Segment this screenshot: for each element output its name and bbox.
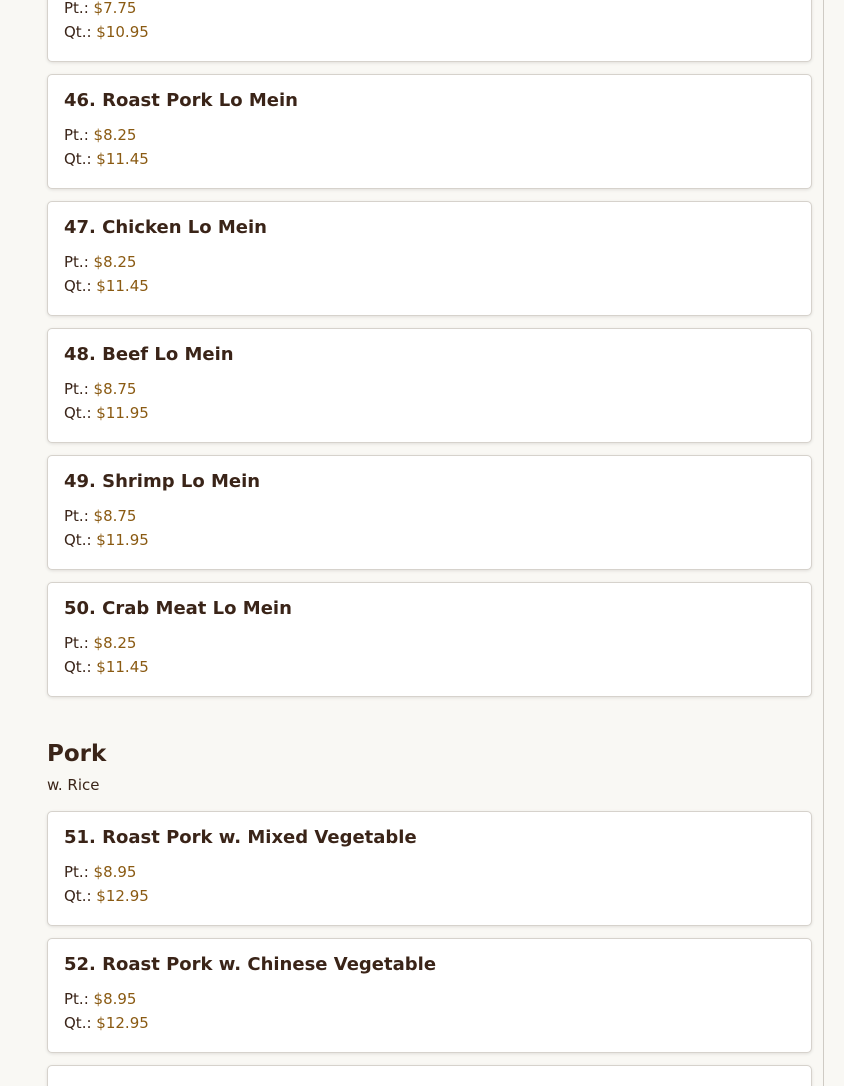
section-title: Pork [47,741,107,767]
pork-section-header [47,739,812,795]
quart-label: Qt.: [64,531,92,549]
menu-item-card[interactable] [47,938,812,1053]
quart-price-line [64,274,795,298]
pint-label: Pt.: [64,126,89,144]
pint-label: Pt.: [64,863,89,881]
pint-price: $7.75 [93,0,137,17]
pint-price: $8.75 [93,507,137,525]
quart-price-line [64,20,795,44]
pint-label: Pt.: [64,380,89,398]
pint-price-line [64,631,795,655]
quart-price-line [64,401,795,425]
quart-price-line [64,1011,795,1035]
menu-item-title: 48. Beef Lo Mein [64,344,234,365]
quart-price: $11.45 [96,658,149,676]
quart-price: $12.95 [96,887,149,905]
menu-item-title: 50. Crab Meat Lo Mein [64,598,292,619]
menu-item-title: 51. Roast Pork w. Mixed Vegetable [64,827,417,848]
menu-item-title: 52. Roast Pork w. Chinese Vegetable [64,954,437,975]
pint-price: $8.25 [93,126,137,144]
menu-item-card[interactable] [47,201,812,316]
quart-label: Qt.: [64,404,92,422]
pint-price-line [64,0,795,20]
quart-label: Qt.: [64,887,92,905]
pint-price: $8.25 [93,253,137,271]
pint-label: Pt.: [64,507,89,525]
menu-item-card[interactable] [47,0,812,62]
pint-price: $8.25 [93,634,137,652]
quart-price: $10.95 [96,23,149,41]
quart-price: $11.95 [96,531,149,549]
pint-price: $8.95 [93,990,137,1008]
quart-price: $11.45 [96,277,149,295]
quart-price-line [64,884,795,908]
pint-price-line [64,987,795,1011]
pint-price-line [64,377,795,401]
menu-item-title: 46. Roast Pork Lo Mein [64,90,298,111]
quart-price: $11.45 [96,150,149,168]
quart-price-line [64,655,795,679]
menu-item-card[interactable] [47,582,812,697]
menu-content [47,0,812,1086]
pint-price-line [64,860,795,884]
pint-price: $8.95 [93,863,137,881]
quart-price-line [64,147,795,171]
pint-label: Pt.: [64,0,89,17]
pint-price: $8.75 [93,380,137,398]
quart-price-line [64,528,795,552]
menu-item-card[interactable] [47,1065,812,1086]
pint-price-line [64,123,795,147]
quart-label: Qt.: [64,658,92,676]
menu-item-title: 49. Shrimp Lo Mein [64,471,261,492]
pint-label: Pt.: [64,990,89,1008]
menu-item-card[interactable] [47,74,812,189]
pint-price-line [64,504,795,528]
pint-price-line [64,250,795,274]
pint-label: Pt.: [64,634,89,652]
quart-label: Qt.: [64,277,92,295]
quart-price: $12.95 [96,1014,149,1032]
menu-item-card[interactable] [47,328,812,443]
menu-item-title: 47. Chicken Lo Mein [64,217,268,238]
quart-label: Qt.: [64,150,92,168]
pint-label: Pt.: [64,253,89,271]
section-subtitle: w. Rice [47,776,100,794]
menu-item-card[interactable] [47,455,812,570]
quart-label: Qt.: [64,1014,92,1032]
quart-label: Qt.: [64,23,92,41]
quart-price: $11.95 [96,404,149,422]
menu-item-card[interactable] [47,811,812,926]
page-edge-divider [823,0,824,1086]
